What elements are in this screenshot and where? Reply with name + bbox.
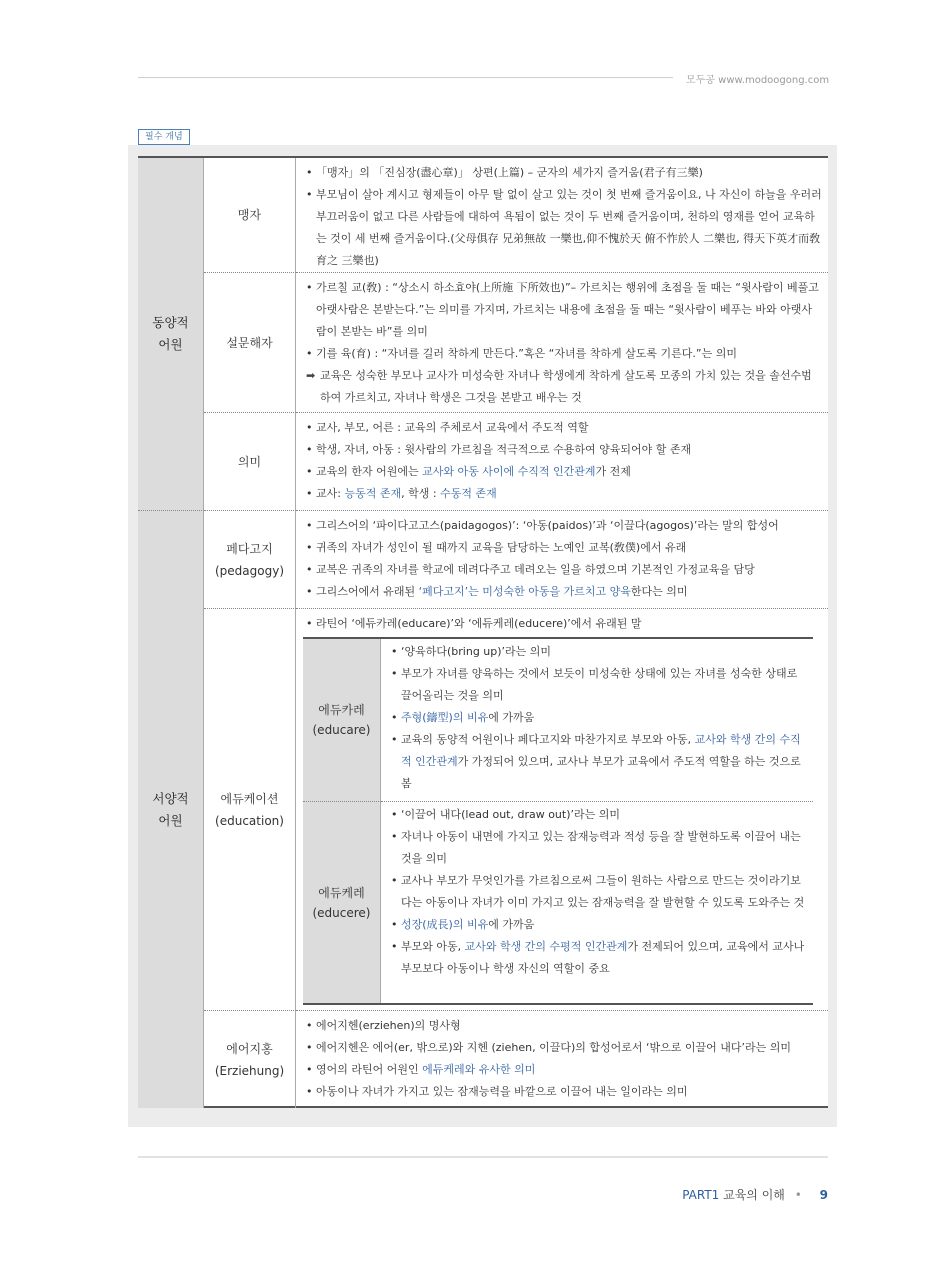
- list-item: • 주형(鑄型)의 비유에 가까움: [391, 711, 535, 724]
- list-item: • 에어지헨(erziehen)의 명사형: [306, 1019, 461, 1032]
- content-education: [296, 608, 828, 1010]
- footer-rule: [138, 1156, 828, 1158]
- content-educare: [381, 639, 813, 801]
- list-item: • 교육의 한자 어원에는 교사와 아동 사이에 수직적 인간관계가 전제: [306, 465, 631, 478]
- part-title: 교육의 이해: [723, 1188, 785, 1202]
- sub-education: 에듀케이션 (education): [204, 608, 296, 1010]
- footer-separator: •: [794, 1188, 802, 1202]
- list-item: • 가르칠 교(敎) : “상소시 하소효야(上所施 下所效也)”– 가르치는 행위에 초점을 둘 때는 “윗사람이 베풀고 아랫사람은 본받는다.”는 의미를 가지며, 가르치는 내용에 초점을 둘 때는 “윗사람이 베푸는 바와 아랫사람이 본받는 바”를 의미: [306, 281, 819, 338]
- list-item: • 자녀나 아동이 내면에 가지고 있는 잠재능력과 적성 등을 잘 발현하도록 이끌어 내는 것을 의미: [391, 830, 801, 865]
- list-item: • ‘이끌어 내다(lead out, draw out)’라는 의미: [391, 808, 621, 821]
- arrow-item: ➡ 교육은 성숙한 부모나 교사가 미성숙한 자녀나 학생에게 착하게 살도록 모종의 가치 있는 것을 솔선수범하여 가르치고, 자녀나 학생은 그것을 본받고 배우는 것: [306, 365, 822, 409]
- concept-badge: 필수 개념: [138, 129, 190, 145]
- content-educere: [381, 801, 813, 1003]
- content-shuowen: [296, 272, 828, 412]
- list-item: • 영어의 라틴어 어원인 에듀케레와 유사한 의미: [306, 1063, 536, 1076]
- etymology-table: [138, 156, 828, 1108]
- list-item: • 귀족의 자녀가 성인이 될 때까지 교육을 담당하는 노예인 교복(敎僕)에서 유래: [306, 541, 687, 554]
- list-item: • 에어지헨은 에어(er, 밖으로)와 지헨 (ziehen, 이끌다)의 합성어로서 ‘밖으로 이끌어 내다’라는 의미: [306, 1041, 791, 1054]
- arrow-icon: ➡: [306, 369, 316, 382]
- education-subtable: [303, 637, 813, 1005]
- sub-educere: 에듀케레 (educere): [303, 801, 381, 1003]
- list-item: • 아동이나 자녀가 가지고 있는 잠재능력을 바깥으로 이끌어 내는 일이라는 의미: [306, 1085, 688, 1098]
- page-footer: [682, 1186, 828, 1203]
- part-label: PART1: [682, 1188, 720, 1202]
- list-item: • 부모님이 살아 계시고 형제들이 아무 탈 없이 살고 있는 것이 첫 번째 즐거움이요, 나 자신이 하늘을 우러러 부끄러움이 없고 다른 사람들에 대하여 욕됨이 없는 것이 두 번째 즐거움이며, 천하의 영재를 얻어 교육하는 것이 세 번째 즐거움이다.(父母俱存 兄弟無故 一樂也,仰不愧於天 俯不怍於人 二樂也, 得天下英才而敎育之 三樂也): [306, 188, 822, 267]
- list-item: • 성장(成長)의 비유에 가까움: [391, 918, 535, 931]
- content-meaning: [296, 412, 828, 510]
- sub-mengzi: 맹자: [204, 158, 296, 272]
- list-item: • 학생, 자녀, 아동 : 윗사람의 가르침을 적극적으로 수용하여 양육되어야 할 존재: [306, 443, 692, 456]
- content-pedagogy: [296, 510, 828, 608]
- header-rule: [138, 77, 673, 78]
- list-item: • 그리스어에서 유래된 ‘페다고지’는 미성숙한 아동을 가르치고 양육한다는 의미: [306, 585, 688, 598]
- category-eastern: 동양적 어원: [138, 158, 204, 510]
- list-item: • 교사나 부모가 무엇인가를 가르침으로써 그들이 원하는 사람으로 만드는 것이라기보다는 아동이나 자녀가 이미 가지고 있는 잠재능력을 잘 발현할 수 있도록 도와주는 것: [391, 874, 805, 909]
- sub-shuowen: 설문해자: [204, 272, 296, 412]
- content-mengzi: [296, 158, 828, 272]
- list-item: • 그리스어의 ‘파이다고고스(paidagogos)’: ‘아동(paidos)’과 ‘이끌다(agogos)’라는 말의 합성어: [306, 519, 779, 532]
- list-item: • 「맹자」의 「진심장(盡心章)」 상편(上篇) – 군자의 세가지 즐거움(君子有三樂): [306, 166, 703, 179]
- site-url: 모두공 www.modoogong.com: [686, 75, 830, 86]
- sub-erziehung: 에어지홍 (Erziehung): [204, 1010, 296, 1108]
- list-item: • 교복은 귀족의 자녀를 학교에 데려다주고 데려오는 일을 하였으며 기본적인 가정교육을 담당: [306, 563, 755, 576]
- list-item: • 교사: 능동적 존재, 학생 : 수동적 존재: [306, 487, 497, 500]
- list-item: • 부모와 아동, 교사와 학생 간의 수평적 인간관계가 전제되어 있으며, 교육에서 교사나 부모보다 아동이나 학생 자신의 역할이 중요: [391, 940, 805, 975]
- content-erziehung: [296, 1010, 828, 1108]
- list-item: • ‘양육하다(bring up)’라는 의미: [391, 645, 552, 658]
- sub-educare: 에듀카레 (educare): [303, 639, 381, 801]
- list-item: • 라틴어 ‘에듀카레(educare)’와 ‘에듀케레(educere)’에서 유래된 말: [306, 617, 642, 630]
- category-western: 서양적 어원: [138, 510, 204, 1108]
- list-item: • 교육의 동양적 어원이나 페다고지와 마찬가지로 부모와 아동, 교사와 학생 간의 수직적 인간관계가 가정되어 있으며, 교사나 부모가 교육에서 주도적 역할을 하는 것으로 봄: [391, 733, 801, 790]
- list-item: • 부모가 자녀를 양육하는 것에서 보듯이 미성숙한 상태에 있는 자녀를 성숙한 상태로 끌어올리는 것을 의미: [391, 667, 798, 702]
- sub-pedagogy: 페다고지 (pedagogy): [204, 510, 296, 608]
- list-item: • 기를 육(育) : “자녀를 길러 착하게 만든다.”혹은 “자녀를 착하게 살도록 기른다.”는 의미: [306, 347, 737, 360]
- page-number: 9: [819, 1188, 828, 1202]
- list-item: • 교사, 부모, 어른 : 교육의 주체로서 교육에서 주도적 역할: [306, 421, 589, 434]
- sub-meaning: 의미: [204, 412, 296, 510]
